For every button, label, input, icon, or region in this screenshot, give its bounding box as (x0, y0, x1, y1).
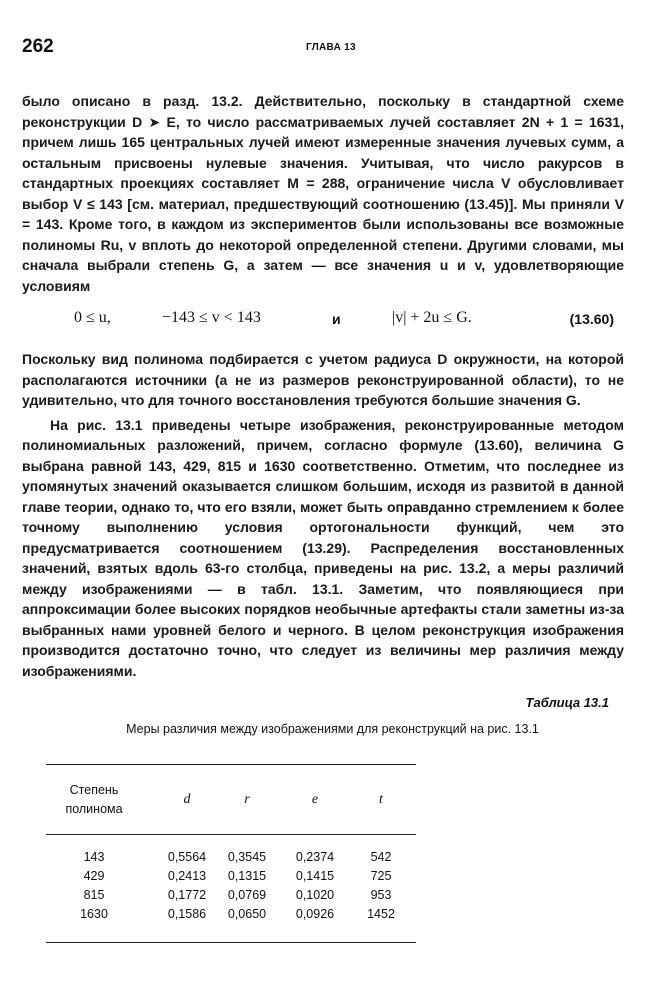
cell-t: 1452 (367, 907, 395, 921)
cell-e: 0,0926 (295, 907, 335, 921)
paragraph: Поскольку вид полинома подбирается с учетом радиуса D окружности, на которой располагаются источники (а не из размеров реконструированной области), то не удивительно, что для точного восстановления требуются большие значения G. (22, 351, 624, 408)
equation-conjunction: и (332, 311, 341, 327)
equation-condition-v: −143 ≤ v < 143 (162, 309, 261, 326)
body-text-continued (22, 349, 624, 681)
page-header (22, 36, 622, 66)
table-rule-top (46, 764, 416, 765)
table-header-r: r (244, 792, 250, 807)
equation-condition-g: |v| + 2u ≤ G. (392, 309, 472, 326)
cell-d: 0,2413 (167, 869, 207, 883)
cell-degree: 429 (83, 869, 105, 883)
cell-t: 725 (370, 869, 392, 883)
cell-r: 0,1315 (227, 869, 267, 883)
cell-e: 0,1020 (295, 888, 335, 902)
table-header-degree-line2: полинома (65, 802, 123, 816)
running-head: ГЛАВА 13 (306, 42, 356, 53)
body-text (22, 91, 624, 296)
cell-degree: 1630 (80, 907, 108, 921)
cell-r: 0,0650 (227, 907, 267, 921)
cell-r: 0,3545 (227, 850, 267, 864)
table-header-degree (46, 781, 142, 819)
cell-d: 0,1772 (167, 888, 207, 902)
table-row (46, 888, 416, 907)
equation-condition-u: 0 ≤ u, (74, 309, 111, 326)
cell-r: 0,0769 (227, 888, 267, 902)
table-rule-bottom (46, 942, 416, 943)
table-row (46, 907, 416, 926)
table-header-t: t (379, 792, 383, 807)
table-rule-mid (46, 834, 416, 835)
table-caption: Меры различия между изображениями для реконструкций на рис. 13.1 (126, 722, 539, 736)
cell-t: 542 (370, 850, 392, 864)
paragraph: На рис. 13.1 приведены четыре изображения, реконструированные методом полиномиальных разложений, причем, согласно формуле (13.60), величина G выбрана равной 143, 429, 815 и 1630 соответственно. Отметим, что последнее из упомянутых значений оказывается слишком большим, исходя из развитой в данной главе теории, однако то, что его взяли, может быть оправданно стремлением к более точному выполнению условия ортогональности функций, чем это предусматривается соотношением (13.29). Распределения восстановленных значений, взятых вдоль 63-го столбца, приведены на рис. 13.2, а меры различий между изображениями — в табл. 13.1. Заметим, что появляющиеся при аппроксимации более высоких порядков необычные артефакты стали заметны из-за выбранных нами уровней белого и черного. В целом реконструкция изображения производится достаточно точно, что следует из величины мер различия между изображениями. (22, 416, 624, 679)
equation-number: (13.60) (569, 311, 614, 327)
cell-t: 953 (370, 888, 392, 902)
equation-13-60 (22, 309, 624, 333)
table-header-degree-line1: Степень (69, 783, 119, 797)
table-label: Таблица 13.1 (525, 695, 609, 710)
cell-degree: 815 (83, 888, 105, 902)
table-row (46, 869, 416, 888)
cell-d: 0,5564 (167, 850, 207, 864)
cell-degree: 143 (83, 850, 105, 864)
cell-d: 0,1586 (167, 907, 207, 921)
table-body (46, 850, 416, 926)
cell-e: 0,1415 (295, 869, 335, 883)
table-row (46, 850, 416, 869)
table-header-e: e (311, 792, 319, 807)
paragraph: было описано в разд. 13.2. Действительно, поскольку в стандартной схеме реконструкции D ➤ E, то число рассматриваемых лучей составляет 2N + 1 = 1631, причем лишь 165 центральных лучей имеют измеренные значения лучевых сумм, а остальным присвоены нулевые значения. Учитывая, что число ракурсов в стандартных проекциях составляет M = 288, ограничение числа V обусловливает выбор V ≤ 143 [см. материал, предшествующий соотношению (13.45)]. Мы приняли V = 143. Кроме того, в каждом из экспериментов были использованы все возможные полиномы Ru, v вплоть до некоторой определенной степени. Другими словами, мы сначала выбрали степень G, а затем — все значения u и v, удовлетворяющие условиям (22, 93, 624, 294)
cell-e: 0,2374 (295, 850, 335, 864)
page-number: 262 (22, 36, 54, 57)
table-header-d: d (183, 792, 191, 807)
